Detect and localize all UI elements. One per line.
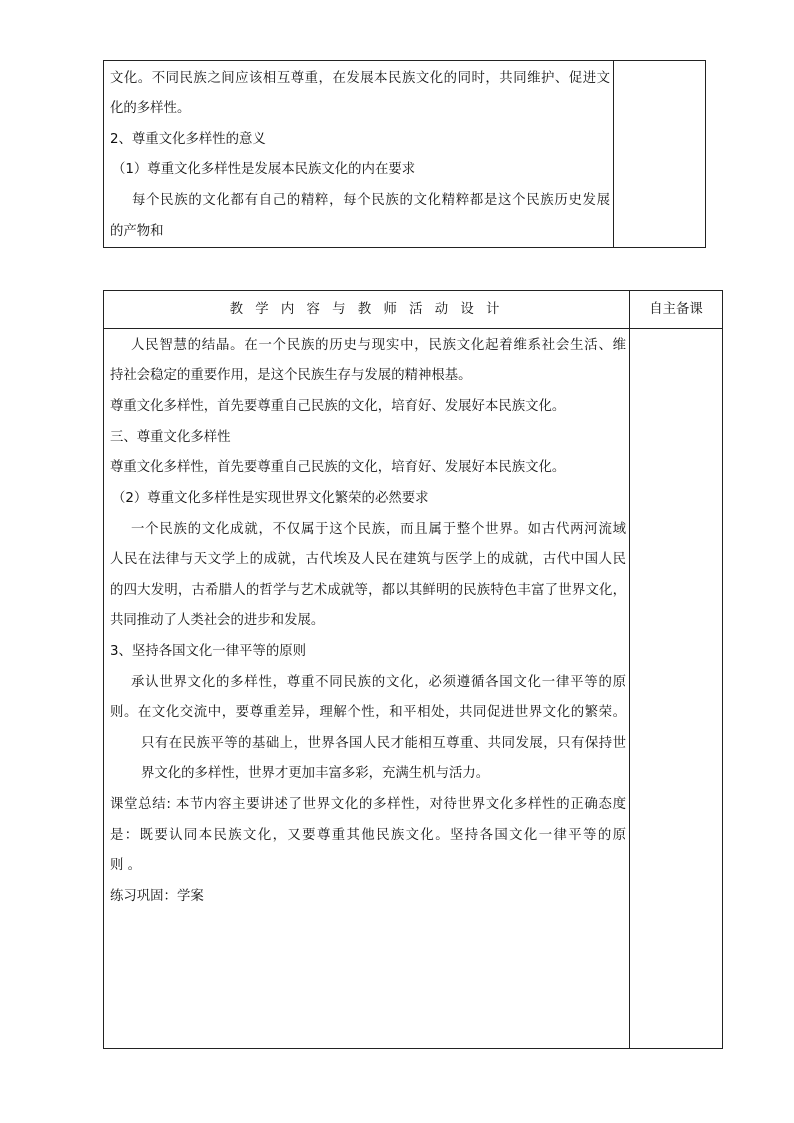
summary-line: 是：既要认同本民族文化，又要尊重其他民族文化。坚持各国文化一律平等的原 (110, 828, 626, 843)
column-divider (613, 61, 614, 247)
table-header-main: 教 学 内 容 与 教 师 活 动 设 计 (229, 302, 504, 317)
text-line: 界文化的多样性，世界才更加丰富多彩，充满生机与活力。 (141, 766, 490, 781)
text-line: 文化。不同民族之间应该相互尊重，在发展本民族文化的同时，共同维护、促进文 (110, 71, 610, 86)
section-heading: 3、坚持各国文化一律平等的原则 (110, 644, 306, 659)
text-line: 人民智慧的结晶。在一个民族的历史与现实中，民族文化起着维系社会生活、维 (131, 338, 626, 353)
content-cell (110, 329, 626, 1047)
text-line: 的四大发明，古希腊人的哲学与艺术成就等，都以其鲜明的民族特色丰富了世界文化， (110, 583, 626, 598)
text-line: 尊重文化多样性，首先要尊重自己民族的文化，培育好、发展好本民族文化。 (110, 460, 566, 475)
text-line: 尊重文化多样性，首先要尊重自己民族的文化，培育好、发展好本民族文化。 (110, 399, 566, 414)
section-heading: 三、尊重文化多样性 (110, 430, 231, 445)
table-header-side: 自主备课 (649, 302, 703, 317)
practice-line: 练习巩固：学案 (110, 889, 204, 904)
text-line: 的产物和 (110, 224, 164, 239)
text-line: 承认世界文化的多样性，尊重不同民族的文化，必须遵循各国文化一律平等的原 (131, 675, 626, 690)
text-line: 则。在文化交流中，要尊重差异，理解个性，和平相处，共同促进世界文化的繁荣。 (110, 705, 626, 720)
text-line: 每个民族的文化都有自己的精粹，每个民族的文化精粹都是这个民族历史发展 (132, 193, 610, 208)
text-line: 只有在民族平等的基础上，世界各国人民才能相互尊重、共同发展，只有保持世 (141, 736, 626, 751)
lesson-table-continued (103, 60, 706, 248)
text-line: 化的多样性。 (110, 101, 191, 116)
summary-line: 课堂总结: 本节内容主要讲述了世界文化的多样性，对待世界文化多样性的正确态度 (110, 797, 626, 812)
content-cell (110, 61, 610, 247)
subsection-heading: （1）尊重文化多样性是发展本民族文化的内在要求 (112, 162, 416, 177)
text-line: 持社会稳定的重要作用，是这个民族生存与发展的精神根基。 (110, 368, 472, 383)
text-line: 一个民族的文化成就，不仅属于这个民族，而且属于整个世界。如古代两河流域 (131, 522, 626, 537)
summary-line: 则 。 (110, 858, 142, 873)
text-line: 人民在法律与天文学上的成就，古代埃及人民在建筑与医学上的成就，古代中国人民 (110, 552, 626, 567)
lesson-design-table (103, 290, 723, 1049)
subsection-heading: （2）尊重文化多样性是实现世界文化繁荣的必然要求 (112, 491, 429, 506)
column-divider (629, 291, 630, 1048)
text-line: 共同推动了人类社会的进步和发展。 (110, 613, 325, 628)
section-heading: 2、尊重文化多样性的意义 (110, 132, 266, 147)
